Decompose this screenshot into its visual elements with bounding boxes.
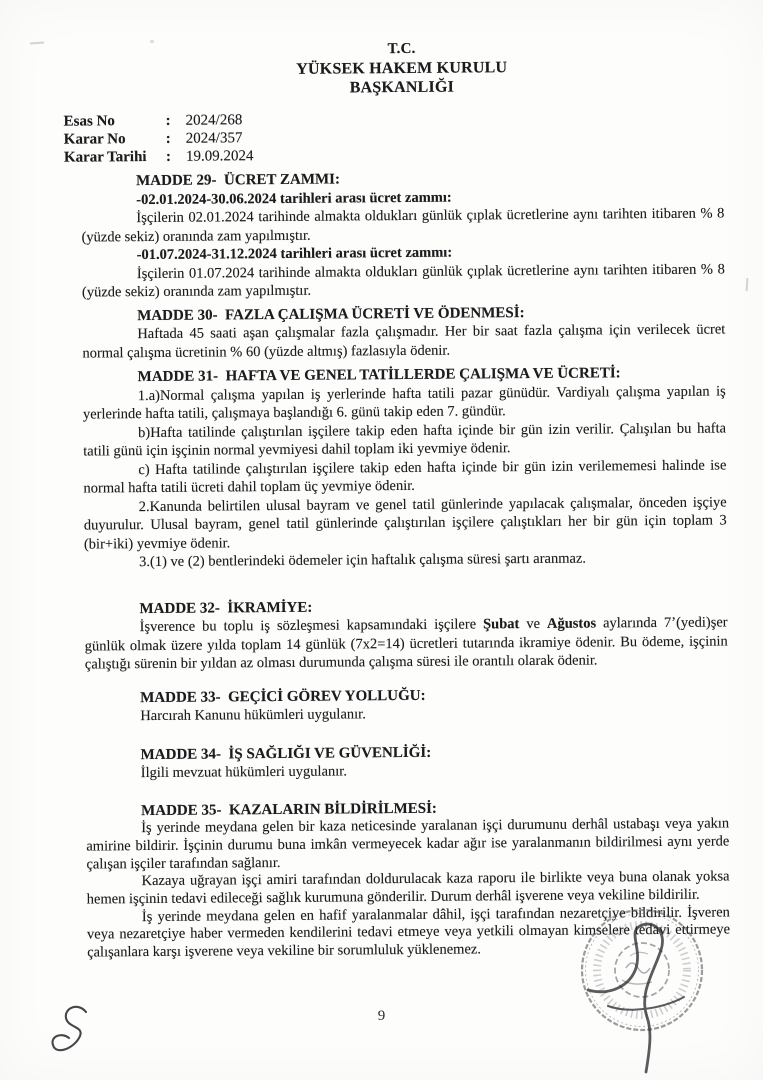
article-madde-33 — [85, 684, 728, 726]
article-madde-29 — [81, 167, 725, 302]
text-run: İlgili mevzuat hükümleri uygulanır. — [140, 763, 347, 782]
text-run: ve — [519, 615, 548, 633]
meta-colon: : — [165, 130, 171, 147]
header-unit: BAŞKANLIĞI — [349, 78, 455, 97]
scan-artifact — [746, 278, 749, 291]
article-paragraph — [86, 816, 729, 874]
text-run: 2.Kanunda belirtilen ulusal bayram ve genel tatil günlerinde yapılacak çalışmalar, önceden işçiye duyurulur. Ulusal bayram, genel tatil günlerinde çalıştırılan işçilere çalıştıkları her bir gün için toplam 3 (bir+iki) yevmiye ödenir. — [83, 493, 727, 553]
article-paragraph — [82, 320, 725, 362]
meta-label: Karar Tarihi — [63, 149, 147, 166]
text-run: İşçilerin 02.01.2024 tarihinde almakta oldukları günlük çıplak ücretlerine aynı tarihten itibaren % 8 (yüzde sekiz) oranında zam yapılmıştır. — [81, 205, 725, 246]
text-run: Harcırah Kanunu hükümleri uygulanır. — [140, 706, 366, 725]
article-title: MADDE 35- KAZALARIN BİLDİRİLMESİ: — [140, 800, 437, 819]
text-run: aylarında 7’(yedi)şer günlük olmak üzere yılda toplam 14 günlük (7x2=14) ücretleri tutarında ikramiye ödenir. Bu ödeme, işçinin çalıştığı sürenin bir yıldan az olması durumunda çalışma süresi ile orantılı olarak ödenir. — [84, 614, 728, 673]
article-paragraph — [84, 493, 727, 554]
article-madde-34 — [86, 741, 729, 783]
article-paragraph — [86, 759, 729, 783]
article-title: MADDE 34- İŞ SAĞLIĞI VE GÜVENLİĞİ: — [140, 744, 432, 763]
meta-value: 2024/357 — [185, 130, 243, 147]
header-tc: T.C. — [387, 40, 416, 58]
meta-label: Esas No — [63, 113, 115, 130]
article-paragraph — [83, 419, 726, 461]
meta-value: 2024/268 — [185, 112, 243, 129]
article-madde-30 — [82, 302, 725, 363]
meta-value: 19.09.2024 — [185, 148, 254, 165]
article-paragraph — [83, 456, 726, 498]
case-meta-block — [64, 107, 724, 166]
articles-container — [81, 167, 730, 962]
article-title: MADDE 31- HAFTA VE GENEL TATİLLERDE ÇALIŞMA VE ÜCRETİ: — [137, 365, 621, 386]
text-run: Haftada 45 saati aşan çalışmalar fazla çalışmadır. Her bir saat fazla çalışma için verilecek ücret normal çalışma ücretinin % 60 (yüzde altmış) fazlasıyla ödenir. — [82, 321, 726, 362]
text-run: Kazaya uğrayan işçi amiri tarafından doldurulacak kaza raporu ile birlikte veya buna olanak yoksa hemen işçinin tedavi edileceği sağlık kurumuna gönderilir. Durum derhâl işverene veya vekiline bildirilir. — [86, 868, 730, 908]
article-madde-31 — [83, 363, 728, 572]
article-paragraph — [83, 382, 726, 424]
article-title: MADDE 30- FAZLA ÇALIŞMA ÜCRETİ VE ÖDENMESİ: — [137, 304, 525, 324]
text-run: 3.(1) ve (2) bentlerindeki ödemeler için haftalık çalışma süresi şartı aranmaz. — [139, 550, 587, 571]
article-madde-32 — [84, 595, 728, 674]
header-org: YÜKSEK HAKEM KURULU — [296, 59, 508, 78]
article-paragraph — [82, 260, 725, 302]
meta-colon: : — [165, 148, 171, 165]
article-title: MADDE 33- GEÇİCİ GÖREV YOLLUĞU: — [140, 687, 426, 706]
text-run: 1.a)Normal çalışma yapılan iş yerlerinde hafta tatili pazar günüdür. Vardiyalı çalışma yapılan iş yerlerinde hafta tatili, çalışmaya başlandığı 6. günü takip eden 7. gündür. — [82, 382, 726, 423]
article-paragraph — [81, 204, 724, 246]
article-title: MADDE 32- İKRAMİYE: — [139, 599, 313, 617]
text-run: c) Hafta tatilinde çalıştırılan işçilere takip eden hafta içinde bir gün izin verilememesi halinde ise normal hafta tatili ücreti dahil toplam üç yevmiye ödenir. — [83, 456, 727, 497]
article-paragraph — [87, 869, 730, 909]
text-run: b)Hafta tatilinde çalıştırılan işçilere takip eden hafta içinde bir gün izin verilir. Çalışılan bu hafta tatili günü için işçinin normal yevmiyesi dahil toplam iki yevmiye ödenir. — [83, 419, 727, 460]
meta-colon: : — [165, 112, 171, 129]
text-run: İşçilerin 01.07.2024 tarihinde almakta oldukları günlük çıplak ücretlerine aynı tarihten itibaren % 8 (yüzde sekiz) oranında zam yapılmıştır. — [81, 260, 725, 301]
bold-text-run: -02.01.2024-30.06.2024 tarihleri arası ücret zammı: — [136, 189, 452, 208]
text-run: İşverence bu toplu iş sözleşmesi kapsamındaki işçilere — [139, 616, 484, 636]
meta-label: Karar No — [63, 131, 126, 148]
article-title: MADDE 29- ÜCRET ZAMMI: — [136, 171, 341, 190]
bold-text-run: Ağustos — [546, 615, 597, 632]
scan-artifact — [30, 42, 44, 45]
bold-text-run: -01.07.2024-31.12.2024 tarihleri arası ücret zammı: — [136, 244, 453, 264]
article-paragraph — [87, 904, 730, 962]
article-madde-35 — [86, 798, 730, 962]
page-number: 9 — [377, 1008, 386, 1024]
document-header — [80, 37, 723, 99]
meta-row-karar-tarihi — [64, 143, 724, 166]
article-paragraph — [84, 548, 727, 572]
text-run: İş yerinde meydana gelen en hafif yaralanmalar dâhil, işçi tarafından nezaretçiye bildirilir. İşveren veya nezaretçiye haber vermeden kendilerini tedavi etmeye veya yetkili olmayan kimselere tedavi ettirmeye çalışanlara karşı işverene veya vekiline bir sorumluluk yüklenemez. — [86, 904, 731, 961]
article-paragraph — [85, 702, 728, 726]
document-body — [63, 37, 731, 962]
text-run: İş yerinde meydana gelen bir kaza neticesinde yaralanan işçi durumunu derhâl ustabaşı veya yakın amirine bildirir. İşçinin durumu buna imkân vermeyecek kadar ağır ise yaralanmanın bildirilmesi aynı yerde çalışan işçiler tarafından sağlanır. — [86, 815, 730, 873]
bold-text-run: Şubat — [482, 616, 520, 633]
article-paragraph — [85, 613, 728, 674]
